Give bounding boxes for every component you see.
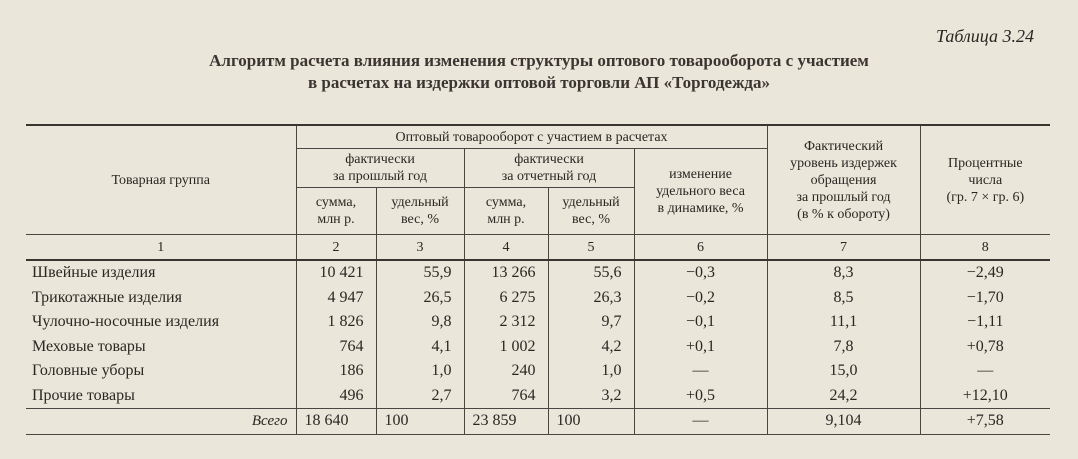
prev-share-cell: 1,0 xyxy=(376,359,464,384)
total-label: Всего xyxy=(26,409,296,435)
total-curr-share: 100 xyxy=(548,409,634,435)
table-title xyxy=(0,50,1078,94)
row-group-name: Швейные изделия xyxy=(26,260,296,286)
header-prev-year: фактически за прошлый год xyxy=(296,149,464,188)
row-group-name: Трикотажные изделия xyxy=(26,286,296,311)
cost-cell: 8,3 xyxy=(767,260,920,286)
header-curr-sum: сумма, млн р. xyxy=(464,188,548,235)
column-number: 6 xyxy=(634,235,767,261)
table-row xyxy=(26,384,1050,409)
header-share-change: изменение удельного веса в динамике, % xyxy=(634,149,767,235)
curr-share-cell: 26,3 xyxy=(548,286,634,311)
curr-sum-cell: 764 xyxy=(464,384,548,409)
column-number: 5 xyxy=(548,235,634,261)
table-row xyxy=(26,359,1050,384)
table-label: Таблица 3.24 xyxy=(935,26,1034,46)
header-curr-year: фактически за отчетный год xyxy=(464,149,634,188)
cost-cell: 24,2 xyxy=(767,384,920,409)
curr-sum-cell: 2 312 xyxy=(464,310,548,335)
prev-share-cell: 9,8 xyxy=(376,310,464,335)
header-group: Товарная группа xyxy=(26,125,296,235)
prev-share-cell: 4,1 xyxy=(376,335,464,360)
column-number: 4 xyxy=(464,235,548,261)
table-row xyxy=(26,286,1050,311)
curr-share-cell: 4,2 xyxy=(548,335,634,360)
curr-sum-cell: 240 xyxy=(464,359,548,384)
header-curr-share: удельный вес, % xyxy=(548,188,634,235)
prev-share-cell: 55,9 xyxy=(376,260,464,286)
total-percent: +7,58 xyxy=(920,409,1050,435)
curr-sum-cell: 6 275 xyxy=(464,286,548,311)
percent-cell: −1,70 xyxy=(920,286,1050,311)
curr-sum-cell: 13 266 xyxy=(464,260,548,286)
change-cell: −0,3 xyxy=(634,260,767,286)
change-cell: −0,1 xyxy=(634,310,767,335)
total-prev-sum: 18 640 xyxy=(296,409,376,435)
data-table xyxy=(26,124,1050,435)
prev-share-cell: 2,7 xyxy=(376,384,464,409)
header-turnover: Оптовый товарооборот с участием в расчетах xyxy=(296,125,767,149)
prev-sum-cell: 4 947 xyxy=(296,286,376,311)
row-group-name: Прочие товары xyxy=(26,384,296,409)
row-group-name: Головные уборы xyxy=(26,359,296,384)
table-row xyxy=(26,260,1050,286)
prev-sum-cell: 1 826 xyxy=(296,310,376,335)
cost-cell: 15,0 xyxy=(767,359,920,384)
curr-share-cell: 3,2 xyxy=(548,384,634,409)
total-row xyxy=(26,409,1050,435)
row-group-name: Чулочно-носочные изделия xyxy=(26,310,296,335)
change-cell: — xyxy=(634,359,767,384)
percent-cell: −2,49 xyxy=(920,260,1050,286)
prev-sum-cell: 496 xyxy=(296,384,376,409)
prev-share-cell: 26,5 xyxy=(376,286,464,311)
prev-sum-cell: 764 xyxy=(296,335,376,360)
prev-sum-cell: 10 421 xyxy=(296,260,376,286)
percent-cell: — xyxy=(920,359,1050,384)
cost-cell: 7,8 xyxy=(767,335,920,360)
column-number: 7 xyxy=(767,235,920,261)
header-prev-sum: сумма, млн р. xyxy=(296,188,376,235)
header-percent-numbers: Процентные числа (гр. 7 × гр. 6) xyxy=(920,125,1050,235)
cost-cell: 8,5 xyxy=(767,286,920,311)
curr-sum-cell: 1 002 xyxy=(464,335,548,360)
column-number: 8 xyxy=(920,235,1050,261)
total-change: — xyxy=(634,409,767,435)
curr-share-cell: 1,0 xyxy=(548,359,634,384)
header-cost-level: Фактический уровень издержек обращения за прошлый год (в % к обороту) xyxy=(767,125,920,235)
curr-share-cell: 9,7 xyxy=(548,310,634,335)
cost-cell: 11,1 xyxy=(767,310,920,335)
total-prev-share: 100 xyxy=(376,409,464,435)
percent-cell: −1,11 xyxy=(920,310,1050,335)
column-number: 3 xyxy=(376,235,464,261)
prev-sum-cell: 186 xyxy=(296,359,376,384)
percent-cell: +12,10 xyxy=(920,384,1050,409)
title-line-2: в расчетах на издержки оптовой торговли АП «Торгодежда» xyxy=(308,73,770,92)
column-number: 1 xyxy=(26,235,296,261)
curr-share-cell: 55,6 xyxy=(548,260,634,286)
change-cell: −0,2 xyxy=(634,286,767,311)
change-cell: +0,1 xyxy=(634,335,767,360)
percent-cell: +0,78 xyxy=(920,335,1050,360)
title-line-1: Алгоритм расчета влияния изменения структуры оптового товарооборота с участием xyxy=(209,51,869,70)
change-cell: +0,5 xyxy=(634,384,767,409)
total-cost: 9,104 xyxy=(767,409,920,435)
table-row xyxy=(26,310,1050,335)
total-curr-sum: 23 859 xyxy=(464,409,548,435)
table-row xyxy=(26,335,1050,360)
header-prev-share: удельный вес, % xyxy=(376,188,464,235)
column-number: 2 xyxy=(296,235,376,261)
row-group-name: Меховые товары xyxy=(26,335,296,360)
